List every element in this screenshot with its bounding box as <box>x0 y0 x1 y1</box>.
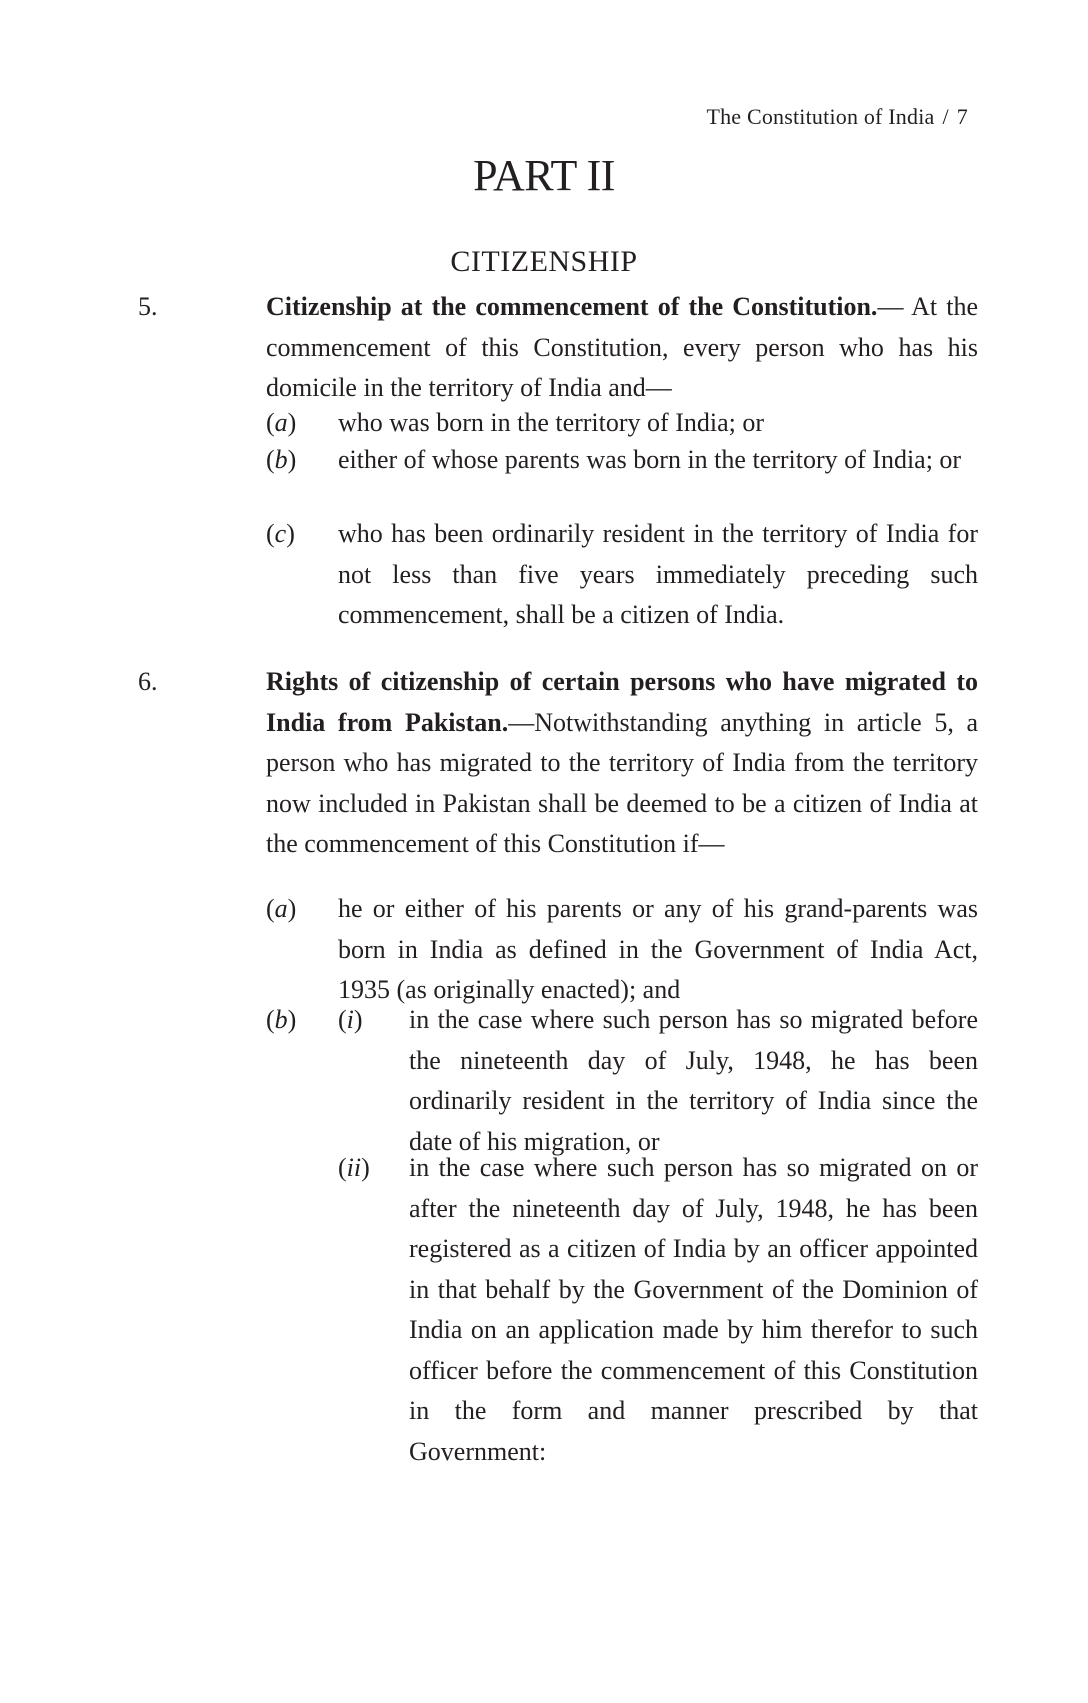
subclause-label: (i) <box>338 1005 363 1034</box>
article-heading: Rights of citizenship of certain persons who have migrated to India from Pakistan. <box>266 667 978 737</box>
heading-dash: — <box>508 707 535 737</box>
article-heading: Citizenship at the commencement of the Constitution. <box>266 292 878 321</box>
clause-text: either of whose parents was born in the territory of India; or <box>338 445 962 474</box>
clause-text: who was born in the territory of India; or <box>338 408 765 437</box>
running-header <box>706 104 968 130</box>
article-6 <box>266 662 978 865</box>
clause-text: who has been ordinarily resident in the territory of India for not less than five years immediately preceding such commencement, shall be a citizen of India. <box>338 519 978 629</box>
part-title: PART II <box>473 151 615 200</box>
subclause-text: in the case where such person has so migrated before the nineteenth day of July, 1948, he has been ordinarily resident in the territory of India since the date of his migration, or <box>409 1005 978 1156</box>
book-title: The Constitution of India <box>706 104 935 129</box>
clause-text: he or either of his parents or any of his grand-parents was born in India as defined in the Government of India Act, 1935 (as originally enacted); and <box>338 894 978 1004</box>
clause-label: (c) <box>266 519 295 548</box>
header-separator: / <box>942 104 949 129</box>
heading-dash: — <box>877 292 904 321</box>
clause-label: (a) <box>266 408 297 437</box>
article-5 <box>266 287 978 409</box>
article-number-6: 6. <box>138 667 158 696</box>
subclause-label: (ii) <box>338 1153 370 1182</box>
article-intro: Notwithstanding anything in article 5, a person who has migrated to the territory of India from the territory now included in Pakistan shall be deemed to be a citizen of India at the commencement of this Constitution if— <box>266 707 979 858</box>
clause-label: (a) <box>266 894 297 923</box>
article-intro: At the commencement of this Constitution, every person who has his domicile in the territory of India and— <box>266 292 978 402</box>
subclause-text: in the case where such person has so migrated on or after the nineteenth day of July, 1948, he has been registered as a citizen of India by an officer appointed in that behalf by the Government of the Dominion of India on an application made by him therefor to such officer before the commencement of this Constitution in the form and manner prescribed by that Government: <box>409 1153 978 1466</box>
section-title: CITIZENSHIP <box>450 245 638 278</box>
clause-label: (b) <box>266 1005 297 1034</box>
page-number: 7 <box>956 104 968 129</box>
clause-label: (b) <box>266 445 297 474</box>
article-number-5: 5. <box>138 292 158 321</box>
